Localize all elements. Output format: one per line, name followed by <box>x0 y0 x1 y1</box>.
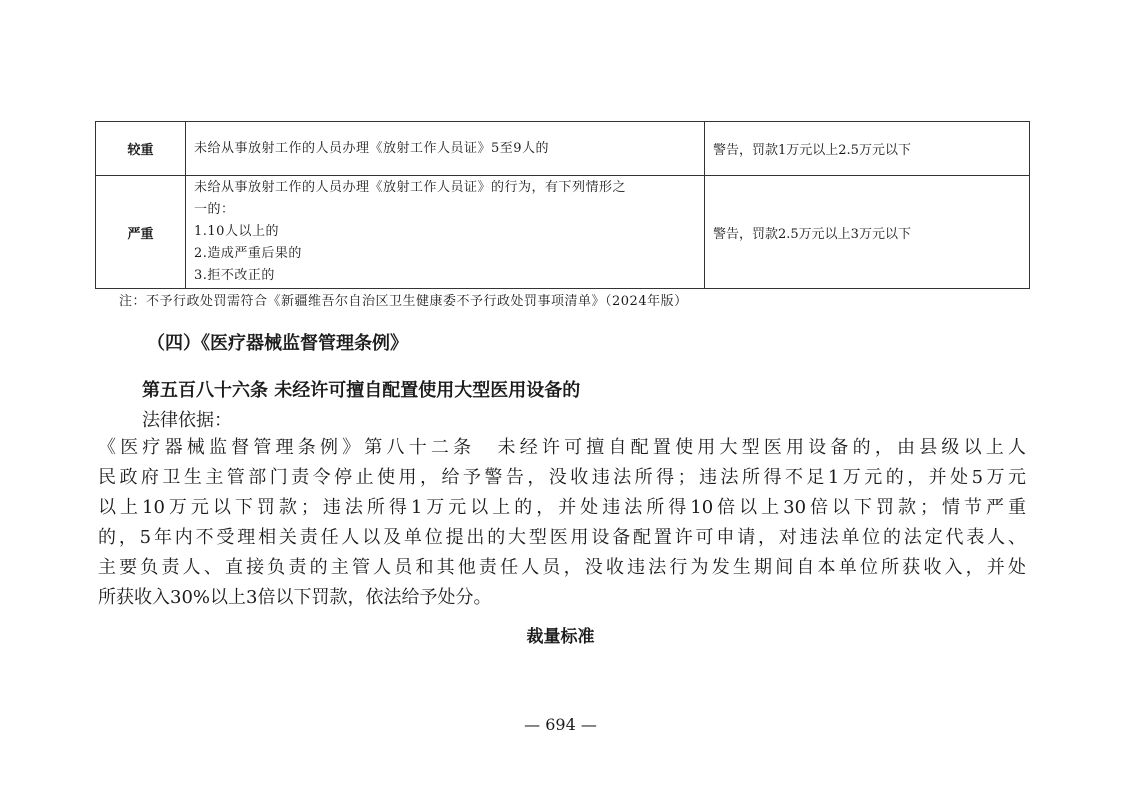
section-heading: （四）《医疗器械监督管理条例》 <box>147 333 408 354</box>
body-line: 所获收入30%以上3倍以下罚款，依法给予处分。 <box>98 587 492 608</box>
table-note: 注：不予行政处罚需符合《新疆维吾尔自治区卫生健康委不予行政处罚事项清单》（2024年版） <box>119 294 688 309</box>
body-line: 《医疗器械监督管理条例》第八十二条 未经许可擅自配置使用大型医用设备的，由县级以上人 <box>98 437 1026 458</box>
page-number: — 694 — <box>524 715 597 734</box>
discretion-standard-heading: 裁量标准 <box>526 627 595 647</box>
violation-description-cell <box>186 176 705 289</box>
body-line: 民政府卫生主管部门责令停止使用，给予警告，没收违法所得；违法所得不足1万元的，并处5万元 <box>98 467 1026 488</box>
penalty-table <box>95 121 1030 289</box>
body-line: 以上10万元以下罚款；违法所得1万元以上的，并处违法所得10倍以上30倍以下罚款；情节严重 <box>98 497 1026 518</box>
table-row <box>96 176 1030 289</box>
penalty-cell: 警告，罚款2.5万元以上3万元以下 <box>705 176 1030 289</box>
violation-description-cell <box>186 122 705 176</box>
description-line: 未给从事放射工作的人员办理《放射工作人员证》5至9人的 <box>194 140 550 156</box>
legal-basis-label: 法律依据： <box>142 410 232 431</box>
severity-level-cell: 较重 <box>96 122 186 176</box>
table-row <box>96 122 1030 176</box>
description-line: 未给从事放射工作的人员办理《放射工作人员证》的行为，有下列情形之 <box>194 180 627 195</box>
penalty-cell: 警告，罚款1万元以上2.5万元以下 <box>705 122 1030 176</box>
body-line: 主要负责人、直接负责的主管人员和其他责任人员，没收违法行为发生期间自本单位所获收入，并处 <box>98 557 1026 578</box>
description-line: 一的： <box>194 202 235 217</box>
description-line: 3.拒不改正的 <box>194 268 275 283</box>
article-title: 第五百八十六条 未经许可擅自配置使用大型医用设备的 <box>142 380 581 401</box>
description-line: 1.10人以上的 <box>194 224 279 239</box>
body-line: 的，5年内不受理相关责任人以及单位提出的大型医用设备配置许可申请，对违法单位的法定代表人、 <box>98 527 1026 548</box>
severity-level-cell: 严重 <box>96 176 186 289</box>
legal-basis-text <box>98 433 1026 613</box>
description-line: 2.造成严重后果的 <box>194 246 302 261</box>
